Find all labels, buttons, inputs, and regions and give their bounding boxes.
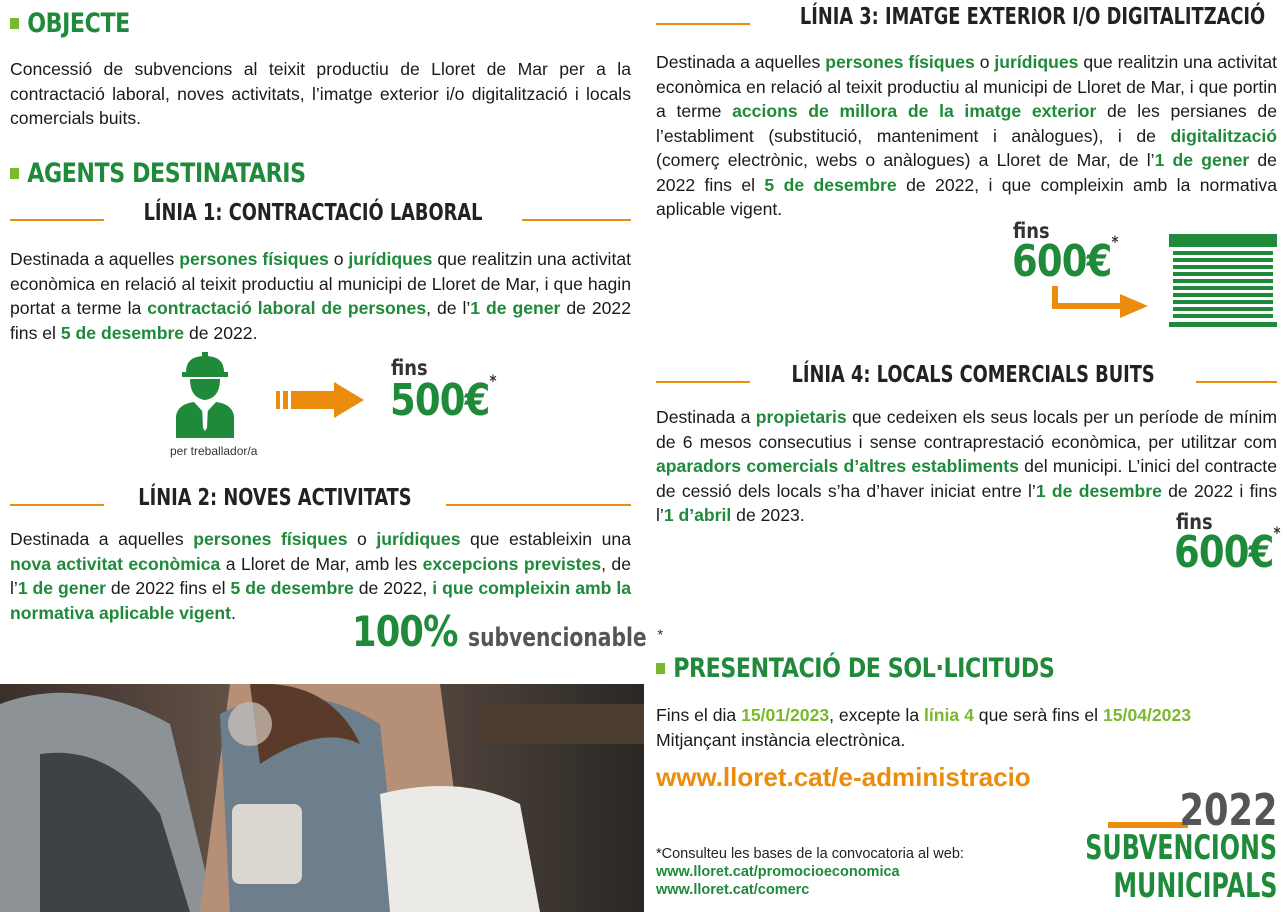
objecte-text: Concessió de subvencions al teixit productiu de Lloret de Mar per a la contractació laboral, noves activitats, l’imatge exterior i/o digitalització i locals comercials buits.: [10, 59, 631, 128]
linia1-text: Destinada a aquelles persones físiques o jurídiques que realitzin una activitat econòmica en relació al teixit productiu al municipi de Lloret de Mar, i que hagin portat a terme la contractació laboral de persones, de l’1 de gener de 2022 fins el 5 de desembre de 2022.: [10, 249, 631, 343]
linia3-text: Destinada a aquelles persones físiques o jurídiques que realitzin una activitat econòmica en relació al teixit productiu al municipi de Lloret de Mar, i que portin a terme accions de millora de la imatge exterior de les persianes de l’establiment (substitució, manteniment i anàlogues), i de digitalització (comerç electrònic, webs o anàlogues) a Lloret de Mar, de l’1 de gener de 2022 fins el 5 de desembre de 2022, i que compleixin amb la normativa aplicable vigent.: [656, 52, 1278, 219]
linia4-text: Destinada a propietaris que cedeixen els seus locals per un període de mínim de 6 mesos consecutius i sense contraprestació econòmica, per utilitzar com aparadors comercials d’altres establiments del municipi. L’inici del contracte de cessió dels locals s’ha d’haver iniciat entre l’1 de desembre de 2022 i fins l’1 d’abril de 2023.: [656, 407, 1277, 525]
presentacio-title: PRESENTACIÓ DE SOL·LICITUDS: [673, 653, 1055, 684]
presentacio-heading: [656, 653, 1054, 684]
divider-line: [522, 219, 631, 221]
linia4-amount: 600€*: [1174, 523, 1280, 578]
linia2-subv: subvencionable: [468, 623, 647, 653]
subvencions-label: SUBVENCIONS: [1085, 828, 1277, 868]
linia2-title: LÍNIA 2: NOVES ACTIVITATS: [138, 485, 412, 511]
arrow-right-icon: [276, 380, 366, 420]
arrow-bent-icon: [1052, 286, 1152, 322]
bullet-square-icon: [10, 18, 19, 29]
e-administracio-link[interactable]: www.lloret.cat/e-administracio: [656, 762, 1031, 792]
presentacio-text: Fins el dia 15/01/2023, excepte la línia 4 que serà fins el 15/04/2023 Mitjançant instància electrònica.: [656, 705, 1192, 750]
comerc-link[interactable]: www.lloret.cat/comerc: [656, 882, 810, 898]
bullet-square-icon: [656, 663, 665, 674]
footer-note: *Consulteu les bases de la convocatoria al web:: [656, 846, 964, 862]
year-label: 2022: [1179, 785, 1277, 836]
linia1-heading: [10, 200, 631, 226]
objecte-title: OBJECTE: [27, 8, 130, 39]
worker-caption: per treballador/a: [170, 444, 258, 458]
objecte-heading: [10, 8, 130, 39]
linia4-title: LÍNIA 4: LOCALS COMERCIALS BUITS: [791, 362, 1155, 388]
cafe-photo: [0, 684, 644, 912]
promocio-link[interactable]: www.lloret.cat/promocioeconomica: [656, 864, 900, 880]
linia3-heading: [656, 4, 1277, 30]
linia3-amount: 600€*: [1012, 232, 1118, 287]
divider-line: [656, 23, 750, 25]
linia2-percent-block: 100% subvencionable *: [352, 607, 664, 656]
linia1-fins: fins: [391, 356, 428, 380]
linia2-percent: 100%: [352, 607, 458, 656]
linia3-fins: fins: [1013, 219, 1050, 243]
divider-line: [10, 219, 104, 221]
worker-icon: [172, 350, 238, 440]
shutter-icon: [1169, 234, 1277, 328]
linia2-heading: [10, 485, 631, 511]
linia1-title: LÍNIA 1: CONTRACTACIÓ LABORAL: [143, 200, 483, 226]
municipals-label: MUNICIPALS: [1112, 866, 1277, 906]
linia4-heading: [656, 362, 1277, 388]
divider-line: [656, 381, 750, 383]
divider-line: [10, 504, 104, 506]
linia2-text: Destinada a aquelles persones físiques o jurídiques que estableixin una nova activitat econòmica a Lloret de Mar, amb les excepcions previstes, de l’1 de gener de 2022 fins el 5 de desembre de 2022, i que compleixin amb la normativa aplicable vigent.: [10, 529, 631, 623]
linia3-title: LÍNIA 3: IMATGE EXTERIOR I/O DIGITALITZACIÓ: [799, 4, 1266, 30]
linia1-amount: 500€*: [390, 371, 496, 426]
divider-line: [446, 504, 631, 506]
linia4-fins: fins: [1176, 510, 1213, 534]
bullet-square-icon: [10, 168, 19, 179]
agents-title: AGENTS DESTINATARIS: [27, 158, 306, 189]
agents-heading: [10, 158, 306, 189]
divider-line: [1196, 381, 1277, 383]
